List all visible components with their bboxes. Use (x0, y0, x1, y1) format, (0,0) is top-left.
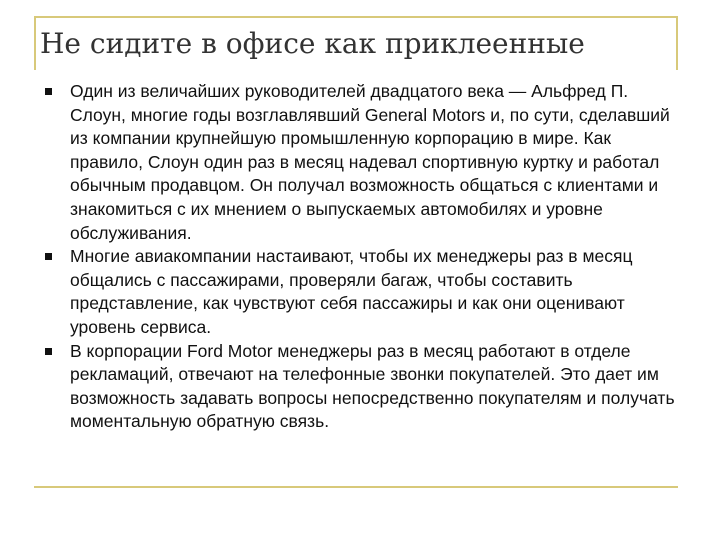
frame-top-rule (34, 16, 678, 18)
slide-title: Не сидите в офисе как приклеенные (40, 27, 585, 60)
bullet-item (42, 340, 678, 434)
frame-bottom-rule (34, 486, 678, 488)
bullet-text: Многие авиакомпании настаивают, чтобы их менеджеры раз в месяц общались с пассажирами, проверяли багаж, чтобы составить представление, как чувствуют себя пассажиры и как они оценивают уровень сервиса. (70, 246, 633, 337)
bullet-text: В корпорации Ford Motor менеджеры раз в месяц работают в отделе рекламаций, отвечают на телефонные звонки покупателей. Это дает им возможность задавать вопросы непосредственно покупателям и получать моментальную обратную связь. (70, 340, 675, 432)
bullet-list (42, 80, 678, 434)
bullet-item (42, 80, 678, 245)
frame-left-rule (34, 16, 36, 70)
square-bullet-icon (45, 253, 52, 260)
square-bullet-icon (45, 88, 52, 95)
square-bullet-icon (45, 348, 52, 355)
bullet-text: Один из величайших руководителей двадцатого века — Альфред П. Слоун, многие годы возглавлявший General Motors и, по сути, сделавший из компании крупнейшую промышленную корпорацию в мире. Как правило, Слоун один раз в месяц надевал спортивную куртку и работал обычным продавцом. Он получал возможность общаться с клиентами и знакомиться с их мнением о выпускаемых автомобилях и уровне обслуживания. (70, 81, 670, 243)
bullet-item (42, 245, 678, 339)
frame-right-rule (676, 16, 678, 70)
